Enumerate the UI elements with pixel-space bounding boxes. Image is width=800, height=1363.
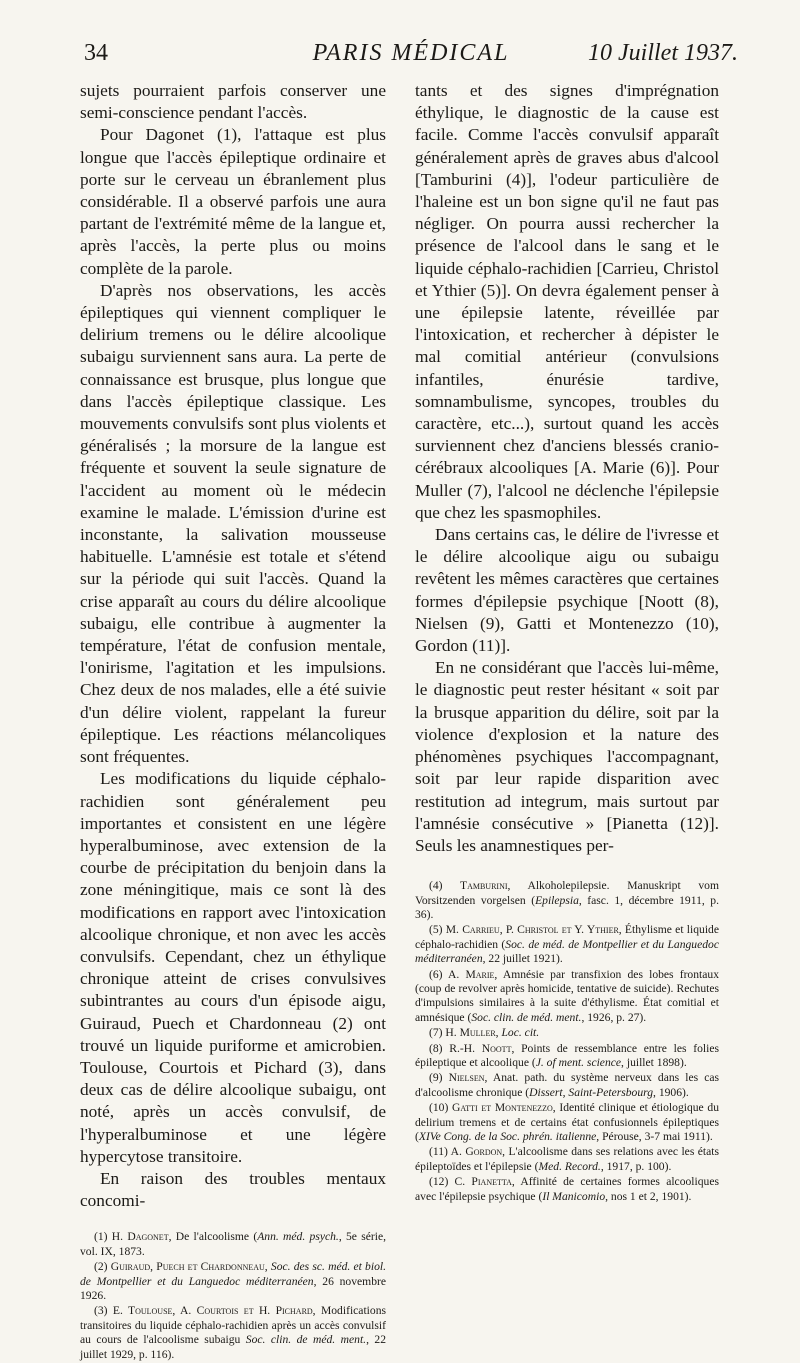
paragraph: tants et des signes d'imprégnation éthylique, le diagnostic de la cause est facile. Comme l'accès convulsif apparaît généralement après de graves abus d'alcool [Tamburini (4)], l'odeur particulière de l'haleine est un bon signe qu'il ne faut pas négliger. On pourra aussi rechercher la présence de l'alcool dans le sang et le liquide céphalo-rachidien [Carrieu, Christol et Ythier (5)]. On devra également penser à une épilepsie latente, réveillée par l'intoxication, et rechercher à dépister le mal comitial antérieur (convulsions infantiles, énurésie tardive, somnambulisme, syncopes, troubles du caractère, etc...), surtout quand les accès surviennent chez d'anciens blessés cranio-cérébraux alcooliques [A. Marie (6)]. Pour Muller (7), l'alcool ne déclenche l'épilepsie que chez les spasmophiles. xyxy=(415,81,719,522)
footnote-source: Med. Record. xyxy=(538,1159,601,1173)
footnote-rest: , 5e série, vol. IX, 1873. xyxy=(80,1230,386,1258)
footnote-text: Modifications transitoires du liquide céphalo-rachidien après un accès convulsif au cours de l'alcoolisme subaigu xyxy=(80,1304,386,1347)
footnote xyxy=(415,1071,719,1100)
footnote-source: Epilepsia xyxy=(535,893,579,907)
footnote-author: (12) C. Pianetta, xyxy=(429,1175,515,1189)
footnote xyxy=(415,1101,719,1144)
footnote-author: (8) R.-H. Noott, xyxy=(429,1041,515,1055)
footnote-author: (9) Nielsen, xyxy=(429,1071,488,1085)
footnote xyxy=(415,923,719,966)
footnote-author: (10) Gatti et Montenezzo, xyxy=(429,1101,556,1115)
paragraph: sujets pourraient parfois conserver une semi-conscience pendant l'accès. xyxy=(80,81,386,123)
footnote-text: Alkoholepilepsie. Manuskript vom Vorsitzenden vorgelsen ( xyxy=(415,879,719,907)
footnote-rest: , 1906). xyxy=(653,1085,689,1099)
footnote-source: Soc. clin. de méd. ment. xyxy=(245,1333,367,1347)
footnote xyxy=(415,1175,719,1204)
footnote-author: (1) H. Dagonet, xyxy=(94,1230,172,1244)
page-number: 34 xyxy=(84,40,108,66)
footnote xyxy=(415,1145,719,1174)
footnote-author: (11) A. Gordon, xyxy=(429,1145,506,1159)
footnote-author: (4) Tamburini, xyxy=(429,879,511,893)
footnote-rest: , 1926, p. 27). xyxy=(581,1010,647,1024)
footnote-author: (2) Guiraud, Puech et Chardonneau, xyxy=(94,1260,268,1274)
footnote-source: Soc. clin. de méd. ment. xyxy=(471,1010,582,1024)
footnote-text: Amnésie par transfixion des lobes frontaux (coup de revolver après homicide, tentative de suicide). Rechutes d'impulsions similaires à la suite d'éthylisme. État comitial et amnésique ( xyxy=(415,967,719,1024)
footnote-source: Soc. des sc. méd. et biol. de Montpellier et du Languedoc méditerranéen xyxy=(80,1260,386,1288)
paragraph: En ne considérant que l'accès lui-même, le diagnostic peut rester hésitant « soit par la brusque apparition du délire, soit par la violence d'explosion et la nature des phénomènes psychiques l'accompagnant, soit par leur rapide disparition avec restitution ad integrum, mais surtout par l'amnésie consécutive » [Pianetta (12)]. Seuls les anamnestiques per- xyxy=(415,658,719,855)
left-column xyxy=(80,80,386,1363)
footnote-rest: , 22 juillet 1921). xyxy=(482,952,563,966)
footnote-source: J. of ment. science xyxy=(535,1055,622,1069)
footnote-rest: , 1917, p. 100). xyxy=(600,1159,672,1173)
footnote-source: Dissert, Saint-Petersbourg xyxy=(529,1085,654,1099)
paragraph: D'après nos observations, les accès épileptiques qui viennent compliquer le delirium tremens ou le délire alcoolique subaigu surviennent sans aura. La perte de connaissance est brusque, plus longue que dans l'accès épileptique classique. Les mouvements convulsifs sont plus violents et généralisés ; la morsure de la langue est fréquente et souvent la seule signature de l'accident au moment où le médecin examine le malade. L'émission d'urine est inconstante, la salivation mousseuse habituelle. L'amnésie est totale et s'étend sur la période qui suit l'accès. Quand la crise apparaît au cours du délire alcoolique subaigu, elle contribue à augmenter la température, l'état de confusion mentale, l'onirisme, l'agitation et les impulsions. Chez deux de nos malades, elle a été suivie d'un délire violent, rappelant la fureur épileptique. Les réactions mélancoliques sont fréquentes. xyxy=(80,280,386,767)
footnote-text: Éthylisme et liquide céphalo-rachidien ( xyxy=(415,923,719,951)
footnote-rest: , fasc. 1, décembre 1911, p. 36). xyxy=(415,893,719,921)
footnote xyxy=(80,1260,386,1303)
footnote-author: (3) E. Toulouse, A. Courtois et H. Pichard, xyxy=(94,1304,316,1318)
footnote-rest: , Pérouse, 3-7 mai 1911). xyxy=(596,1130,713,1144)
footnote-rest: , 22 juillet 1929, p. 116). xyxy=(80,1333,387,1361)
footnotes xyxy=(80,1230,386,1362)
footnote-author: (5) M. Carrieu, P. Christol et Y. Ythier, xyxy=(429,923,622,937)
page-header xyxy=(84,40,738,76)
footnote xyxy=(80,1230,386,1259)
footnote-source: Soc. de méd. de Montpellier et du Languedoc méditerranéen xyxy=(415,937,719,966)
footnote-text: Affinité de certaines formes alcooliques avec l'épilepsie psychique ( xyxy=(415,1175,719,1203)
journal-title: PARIS MÉDICAL xyxy=(312,40,510,66)
footnote-source: XIVe Cong. de la Soc. phrén. italienne xyxy=(418,1130,597,1144)
footnote-author: (6) A. Marie, xyxy=(429,967,498,981)
paragraph: Les modifications du liquide céphalo-rachidien sont généralement peu importantes et consistent en une légère hyperalbuminose, avec extension de la courbe de précipitation du benjoin dans la zone méningitique, mais ce sont là des modifications en rapport avec l'intoxication alcoolique chronique, et non avec les accès convulsifs. Cependant, chez un éthylique chronique atteint de crises convulsives subintrantes au cours d'un épisode aigu, Guiraud, Puech et Chardonneau (2) ont trouvé un liquide puriforme et amicrobien. Toulouse, Courtois et Pichard (3), dans deux cas de délire alcoolique subaigu, ont noté, après un accès convulsif, de l'hyperalbuminose et une légère hypercytose transitoire. xyxy=(80,769,386,1166)
footnote xyxy=(415,968,719,1026)
paragraph: En raison des troubles mentaux concomi- xyxy=(80,1168,386,1211)
footnote-text: Points de ressemblance entre les folies épileptique et alcoolique ( xyxy=(415,1041,719,1069)
footnote-source: Ann. méd. psych. xyxy=(257,1230,339,1244)
footnote-source: Il Manicomio xyxy=(542,1189,606,1203)
footnote-rest: , nos 1 et 2, 1901). xyxy=(605,1189,692,1203)
paragraph: Pour Dagonet (1), l'attaque est plus longue que l'accès épileptique ordinaire et porte sur le cerveau un ébranlement plus considérable. Il a observé parfois une aura partant de l'extrémité même de la langue et, après l'accès, la perte plus ou moins complète de la parole. xyxy=(80,125,386,278)
footnote-source: Loc. cit. xyxy=(501,1026,540,1040)
issue-date: 10 Juillet 1937. xyxy=(588,40,738,66)
footnotes xyxy=(415,879,719,1204)
paragraph: Dans certains cas, le délire de l'ivresse et le délire alcoolique aigu ou subaigu revêtent les mêmes caractères que certaines formes d'épilepsie psychique [Noott (8), Nielsen (9), Gatti et Montenezzo (10), Gordon (11)]. xyxy=(415,525,719,656)
footnote-rest: , 26 novembre 1926. xyxy=(80,1274,386,1302)
footnote-text: De l'alcoolisme ( xyxy=(171,1230,258,1244)
footnote-text: Anat. path. du système nerveux dans les cas d'alcoolisme chronique ( xyxy=(415,1071,719,1099)
footnote-rest: , juillet 1898). xyxy=(621,1055,687,1069)
right-column xyxy=(415,80,719,1205)
footnote-text: Identité clinique et étiologique du delirium tremens et de certains état confusionnels épileptiques ( xyxy=(415,1101,719,1144)
footnote xyxy=(415,1026,719,1040)
footnote-text: L'alcoolisme dans ses relations avec les états épileptoïdes et l'épilepsie ( xyxy=(415,1145,719,1173)
footnote xyxy=(415,1042,719,1071)
footnote xyxy=(80,1304,386,1362)
footnote xyxy=(415,879,719,922)
footnote-author: (7) H. Muller, xyxy=(429,1026,499,1040)
